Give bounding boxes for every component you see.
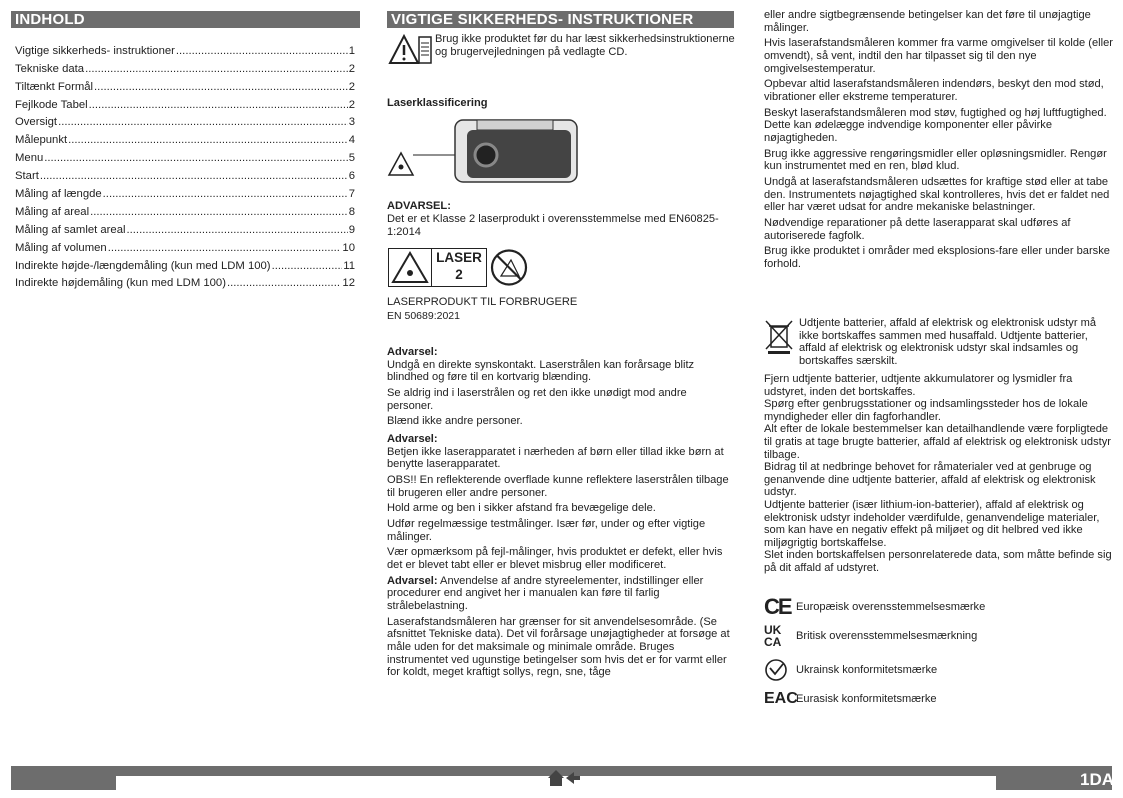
right-p6: Undgå at laserafstandsmåleren udsættes for kraftige stød eller at tabe den. Instrumentets nøjagtighed skal kontrolleres, hvis det er faldet ned eller har været udsat for andre mekaniske belastninger. <box>764 176 1110 214</box>
toc-item[interactable]: Måling af volumen ..... 10 <box>15 236 355 254</box>
ua-mark-row <box>764 658 937 682</box>
eac-mark-row <box>764 690 937 708</box>
adv1-p2: Se aldrig ind i laserstrålen og ret den ikke unødigt mod andre personer. <box>387 386 687 412</box>
right-p10: Spørg efter genbrugsstationer og indsamlingssteder hos de lokale myndigheder eller din fagforhandler. <box>764 398 1088 423</box>
toc-item[interactable]: Oversigt ..... 3 <box>15 111 355 129</box>
consumer-line1: LASERPRODUKT TIL FORBRUGERE <box>387 296 578 308</box>
safety-header: VIGTIGE SIKKERHEDS- INSTRUKTIONER <box>387 11 734 28</box>
toc-header: INDHOLD <box>11 11 360 28</box>
right-p8: Brug ikke produktet i områder med eksplosions-fare eller under barske forhold. <box>764 245 1110 270</box>
laser-label-line1: LASER <box>436 250 482 265</box>
right-p4: Beskyt laserafstandsmåleren mod støv, fugtighed og høj luftfugtighed. Dette kan ødelægge indvendige komponenter eller påvirke nøjagtigheden. <box>764 106 1107 144</box>
right-p7: Nødvendige reparationer på dette laserapparat skal udføres af autoriserede fagfolk. <box>764 217 1071 242</box>
ce-logo: CE <box>764 594 791 619</box>
ukca-logo: UKCA <box>764 623 782 649</box>
toc-item[interactable]: Indirekte højdemåling (kun med LDM 100) ..... 12 <box>15 272 355 290</box>
adv1-p3: Blænd ikke andre personer. <box>387 415 523 428</box>
eac-logo: EAC <box>764 690 798 707</box>
udfor-paragraph: Udfør regelmæssige testmålinger. Især før, under og efter vigtige målinger. <box>387 518 706 543</box>
toc-item[interactable]: Måling af længde ..... 7 <box>15 182 355 200</box>
page-number: 1DA <box>1080 770 1115 789</box>
toc-item[interactable]: Start ..... 6 <box>15 164 355 182</box>
arme-paragraph: Hold arme og ben i sikker afstand fra bevægelige dele. <box>387 502 656 515</box>
ce-mark-row <box>764 594 985 620</box>
laser-warning-icon <box>388 248 432 287</box>
adv1-p1: Undgå en direkte synskontakt. Laserstrålen kan forårsage blitz blindhed og føre til en kortvarig blænding. <box>387 358 695 384</box>
toc-item[interactable]: Vigtige sikkerheds- instruktioner ..... 1 <box>15 39 355 57</box>
right-column <box>764 9 1116 274</box>
warning-manual-icon <box>388 33 432 65</box>
ukca-text: Britisk overensstemmelsesmærkning <box>796 630 978 642</box>
toc-item[interactable]: Måling af areal ..... 8 <box>15 200 355 218</box>
home-navigation-icon[interactable] <box>546 768 582 788</box>
right-p14: Slet inden bortskaffelsen personrelaterede data, som måtte befinde sig på dit affald af udstyret. <box>764 549 1112 574</box>
toc-item[interactable]: Tiltænkt Formål ..... 2 <box>15 75 355 93</box>
table-of-contents <box>15 39 355 289</box>
right-p11: Alt efter de lokale bestemmelser kan detailhandlende være forpligtede til gratis at tage brugte batterier, affald af elektrisk og elektronisk udstyr tilbage. <box>764 423 1111 461</box>
ua-text: Ukrainsk konformitetsmærke <box>796 664 938 676</box>
laser-class-label <box>431 248 487 287</box>
consumer-line2: EN 50689:2021 <box>387 310 460 322</box>
right-p9: Fjern udtjente batterier, udtjente akkumulatorer og lysmidler fra udstyret, inden det bortskaffes. <box>764 373 1073 398</box>
right-p13: Udtjente batterier (især lithium-ion-batterier), affald af elektrisk og elektronisk udstyr indeholder værdifulde, genanvendelige materialer, som kan have en negativ effekt på miljøet og dit helbred ved ikke miljøgrigtig bortskaffelse. <box>764 498 1100 549</box>
toc-item[interactable]: Tekniske data ..... 2 <box>15 57 355 75</box>
adv2-p1: Betjen ikke laserapparatet i nærheden af børn eller tillad ikke børn at benytte laserapparatet. <box>387 445 724 471</box>
right-p12: Bidrag til at nedbringe behovet for råmaterialer ved at genbruge og genanvende dine udtjente batterier, affald af elektrisk og elektronisk udstyr. <box>764 461 1096 499</box>
right-p3: Opbevar altid laserafstandsmåleren indendørs, beskyt den mod stød, vibrationer eller ekstreme temperaturer. <box>764 78 1104 103</box>
laser-class-title: Laserklassificering <box>387 97 488 109</box>
weee-text: Udtjente batterier, affald af elektrisk og elektronisk udstyr må ikke bortskaffes sammen med husaffald. Udtjente batterier, affald af elektrisk og elektronisk udstyr skal indsamles og bortskaffes særskilt. <box>799 317 1097 367</box>
adv3-title: Advarsel: <box>387 574 438 587</box>
laser-device-illustration <box>387 117 582 185</box>
warning1-title: ADVARSEL: <box>387 200 451 212</box>
eac-text: Eurasisk konformitetsmærke <box>796 693 937 705</box>
laser-label-line2: 2 <box>455 267 463 282</box>
toc-item[interactable]: Fejlkode Tabel ..... 2 <box>15 93 355 111</box>
warning1-text: Det er et Klasse 2 laserprodukt i overensstemmelse med EN60825-1:2014 <box>387 213 719 238</box>
adv3-text: Anvendelse af andre styreelementer, indstillinger eller procedurer end angivet her i manualen kan føre til farlig strålebelastning. <box>387 574 704 612</box>
toc-item[interactable]: Måling af samlet areal ..... 9 <box>15 218 355 236</box>
no-eye-contact-icon <box>487 248 531 287</box>
toc-item[interactable]: Menu ..... 5 <box>15 146 355 164</box>
toc-item[interactable]: Målepunkt ..... 4 <box>15 128 355 146</box>
adv2-title: Advarsel: <box>387 432 438 445</box>
ukca-mark-row <box>764 624 977 648</box>
vaer-paragraph: Vær opmærksom på fejl-målinger, hvis produktet er defekt, eller hvis det er blevet tabt eller er blevet misbrug eller modificeret. <box>387 546 723 572</box>
right-p5: Brug ikke aggressive rengøringsmidler eller opløsningsmidler. Rengør kun instrumentet med en ren, blød klud. <box>764 147 1107 173</box>
obs-paragraph: OBS!! En reflekterende overflade kunne reflektere laserstrålen tilbage til brugeren eller andre personer. <box>387 473 729 499</box>
disposal-paragraphs <box>764 373 1116 575</box>
adv1-title: Advarsel: <box>387 346 438 358</box>
right-p1: eller andre sigtbegrænsende betingelser kan det føre til unøjagtige målinger. <box>764 9 1091 34</box>
right-p2: Hvis laserafstandsmåleren kommer fra varme omgivelser til kolde (eller omvendt), så vent, indtil den har tilpasset sig til den nye omgivelsestemperatur. <box>764 37 1113 75</box>
weee-bin-icon <box>764 319 794 355</box>
intro-text: Brug ikke produktet før du har læst sikkerhedsinstruktionerne og brugervejledningen på vedlagte CD. <box>435 33 735 58</box>
middle-warnings <box>387 346 735 682</box>
ce-text: Europæisk overensstemmelsesmærke <box>796 601 986 613</box>
ukraine-conformity-icon <box>764 658 796 682</box>
toc-item[interactable]: Indirekte højde-/længdemåling (kun med LDM 100) ..... 11 <box>15 254 355 272</box>
graense-paragraph: Laserafstandsmåleren har grænser for sit anvendelsesområde. (Se afsnittet Tekniske data). Det vil forårsage unøjagtigheder at forsøge at måle uden for det maksimale og minimale område. Bruges instrumentet ved ugunstige betingelser som hvis det er for varmt eller for koldt, meget kraftigt sollys, regn, sne, tåge <box>387 615 730 679</box>
